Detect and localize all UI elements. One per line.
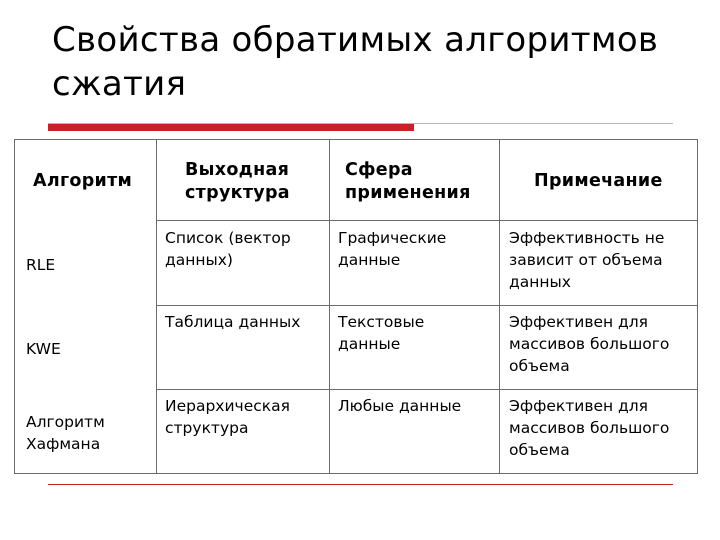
- cell-algorithm-kwe: KWE: [26, 340, 61, 358]
- column-divider: [329, 140, 330, 473]
- header-note: Примечание: [534, 171, 663, 191]
- row-divider: [156, 305, 697, 306]
- row-divider: [156, 220, 697, 221]
- footer-divider-line: [48, 484, 673, 485]
- cell-algorithm-rle: RLE: [26, 256, 56, 274]
- cell-note-huffman: Эффективен для массивов большого объема: [509, 397, 670, 459]
- header-algorithm: Алгоритм: [33, 171, 133, 191]
- title-accent-bar: [48, 124, 414, 131]
- column-divider: [156, 140, 157, 473]
- cell-structure-huffman: Иерархическая структура: [165, 397, 290, 437]
- header-output-structure: Выходная структура: [185, 160, 290, 203]
- column-divider: [499, 140, 500, 473]
- cell-structure-kwe: Таблица данных: [165, 313, 301, 331]
- cell-note-kwe: Эффективен для массивов большого объема: [509, 313, 670, 375]
- slide-title: Свойства обратимых алгоритмов сжатия: [52, 20, 659, 104]
- cell-scope-huffman: Любые данные: [338, 397, 462, 415]
- header-scope: Сфера применения: [345, 160, 471, 203]
- algorithms-table: [14, 139, 698, 474]
- cell-structure-rle: Список (вектор данных): [165, 229, 291, 269]
- cell-note-rle: Эффективность не зависит от объема данных: [509, 229, 665, 291]
- cell-scope-rle: Графические данные: [338, 229, 447, 269]
- cell-algorithm-huffman: Алгоритм Хафмана: [26, 413, 105, 453]
- row-divider: [156, 389, 697, 390]
- cell-scope-kwe: Текстовые данные: [338, 313, 425, 353]
